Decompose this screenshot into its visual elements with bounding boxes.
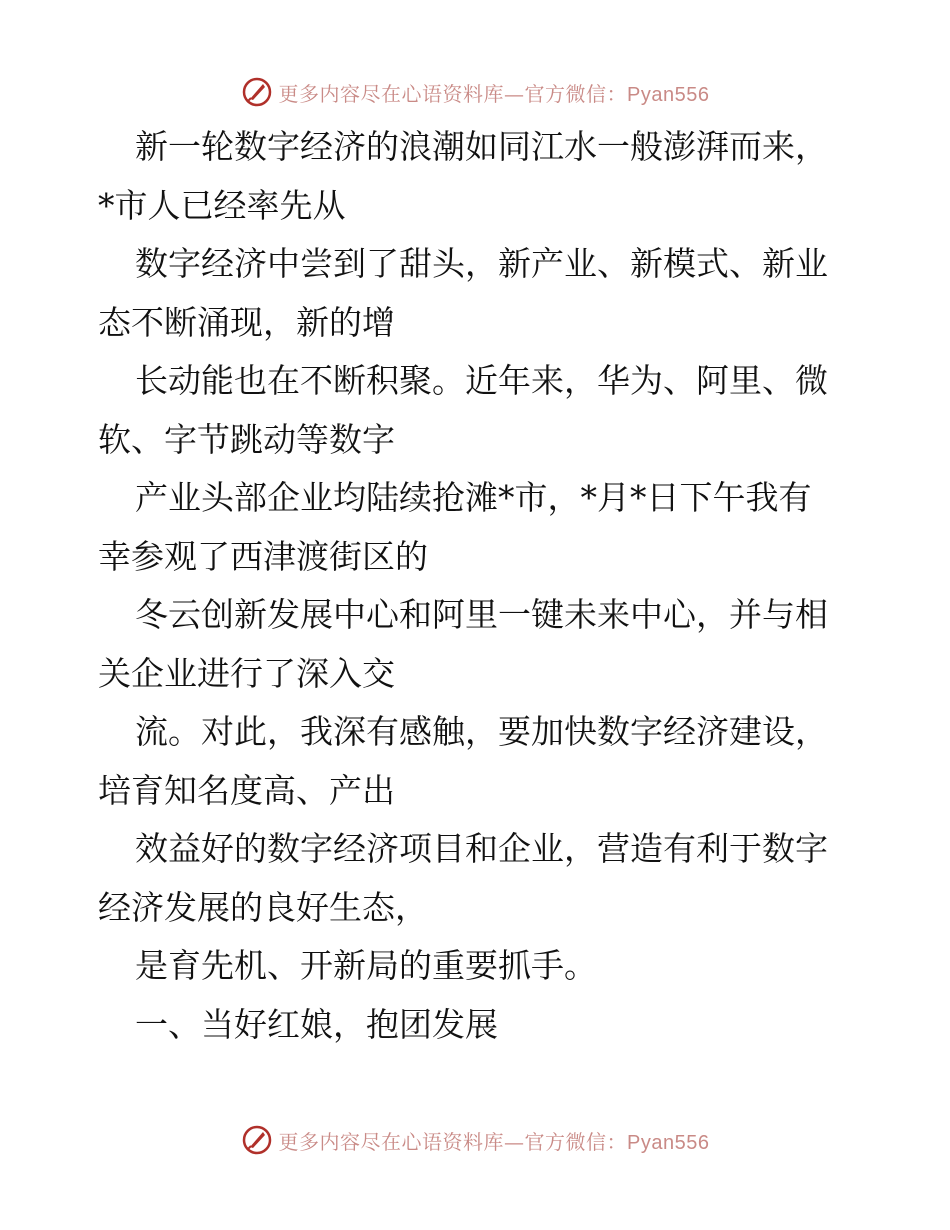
text-line: 是育先机、开新局的重要抓手。 <box>135 946 597 985</box>
text-line: *市人已经率先从 <box>98 185 346 225</box>
text-line: 效益好的数字经济项目和企业，营造有利于数字 <box>135 829 828 868</box>
text-line: 数字经济中尝到了甜头，新产业、新模式、新业 <box>135 244 828 283</box>
text-line: 一、当好红娘，抱团发展 <box>135 1004 498 1044</box>
document-body <box>98 118 858 1054</box>
header-watermark <box>0 72 950 112</box>
text-line: 幸参观了西津渡街区的 <box>98 536 428 576</box>
text-line: 产业头部企业均陆续抢滩*市，*月*日下午我有 <box>135 478 812 517</box>
text-line: 态不断涌现，新的增 <box>98 302 395 342</box>
quill-logo-icon <box>241 1124 273 1156</box>
text-line: 流。对此，我深有感触，要加快数字经济建设， <box>135 712 828 751</box>
text-line: 长动能也在不断积聚。近年来，华为、阿里、微 <box>135 361 828 400</box>
text-line: 冬云创新发展中心和阿里一键未来中心，并与相 <box>135 595 828 634</box>
watermark-text: 更多内容尽在心语资料库—官方微信：Pyan556 <box>278 1129 710 1154</box>
text-line: 关企业进行了深入交 <box>98 653 395 693</box>
text-line: 软、字节跳动等数字 <box>98 419 395 459</box>
text-line: 培育知名度高、产出 <box>98 770 395 810</box>
quill-logo-icon <box>241 76 273 108</box>
text-line: 新一轮数字经济的浪潮如同江水一般澎湃而来， <box>135 127 828 166</box>
footer-watermark <box>0 1120 950 1160</box>
text-line: 经济发展的良好生态， <box>98 887 428 927</box>
watermark-text: 更多内容尽在心语资料库—官方微信：Pyan556 <box>278 81 710 106</box>
